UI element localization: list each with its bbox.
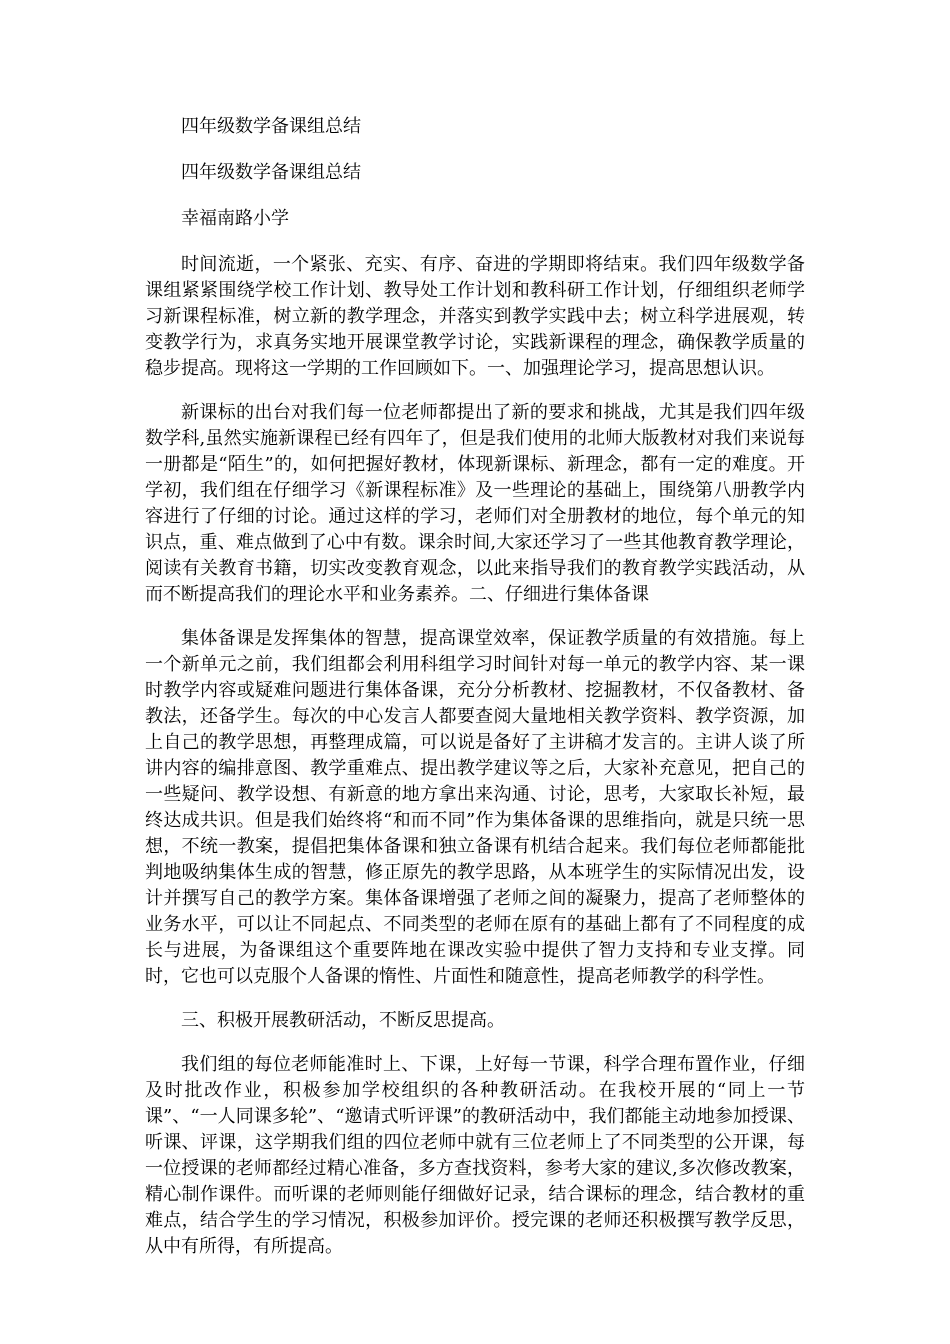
document-subtitle: 四年级数学备课组总结 bbox=[181, 162, 361, 183]
section-heading-research: 三、积极开展教研活动，不断反思提高。 bbox=[181, 1010, 505, 1031]
paragraph-intro: 时间流逝，一个紧张、充实、有序、奋进的学期即将结束。我们四年级数学备课组紧紧围绕学校工作计划、教导处工作计划和教科研工作计划，仔细组织老师学习新课程标准，树立新的教学理念，并落实到教学实践中去；树立科学进展观，转变教学行为，求真务实地开展课堂教学讨论，实践新课程的理念，确保教学质量的稳步提高。现将这一学期的工作回顾如下。一、加强理论学习，提高思想认识。 bbox=[145, 254, 805, 379]
paragraph-theory-study: 新课标的出台对我们每一位老师都提出了新的要求和挑战，尤其是我们四年级数学科,虽然实施新课程已经有四年了，但是我们使用的北师大版教材对我们来说每一册都是“陌生”的，如何把握好教材，体现新课标、新理念，都有一定的难度。开学初，我们组在仔细学习《新课程标准》及一些理论的基础上，围绕第八册教学内容进行了仔细的讨论。通过这样的学习，老师们对全册教材的地位，每个单元的知识点，重、难点做到了心中有数。课余时间,大家还学习了一些其他教育教学理论，阅读有关教育书籍，切实改变教育观念，以此来指导我们的教育教学实践活动，从而不断提高我们的理论水平和业务素养。二、仔细进行集体备课 bbox=[145, 402, 805, 605]
paragraph-research-activities: 我们组的每位老师能准时上、下课，上好每一节课，科学合理布置作业，仔细及时批改作业，积极参加学校组织的各种教研活动。在我校开展的“同上一节课”、“一人同课多轮”、“邀请式听评课”的教研活动中，我们都能主动地参加授课、听课、评课，这学期我们组的四位老师中就有三位老师上了不同类型的公开课，每一位授课的老师都经过精心准备，多方查找资料，参考大家的建议,多次修改教案，精心制作课件。而听课的老师则能仔细做好记录，结合课标的理念，结合教材的重难点，结合学生的学习情况，积极参加评价。授完课的老师还积极撰写教学反思，从中有所得，有所提高。 bbox=[145, 1054, 805, 1257]
paragraph-collective-preparation: 集体备课是发挥集体的智慧，提高课堂效率，保证教学质量的有效措施。每上一个新单元之前，我们组都会利用科组学习时间针对每一单元的教学内容、某一课时教学内容或疑难问题进行集体备课，充分分析教材、挖掘教材，不仅备教材、备教法，还备学生。每次的中心发言人都要查阅大量地相关教学资料、教学资源，加上自己的教学思想，再整理成篇，可以说是备好了主讲稿才发言的。主讲人谈了所讲内容的编排意图、教学重难点、提出教学建议等之后，大家补充意见，把自己的一些疑问、教学设想、有新意的地方拿出来沟通、讨论，思考，大家取长补短，最终达成共识。但是我们始终将“和而不同”作为集体备课的思维指向，就是只统一思想，不统一教案，提倡把集体备课和独立备课有机结合起来。我们每位老师都能批判地吸纳集体生成的智慧，修正原先的教学思路，从本班学生的实际情况出发，设计并撰写自己的教学方案。集体备课增强了老师之间的凝聚力，提高了老师整体的业务水平，可以让不同起点、不同类型的老师在原有的基础上都有了不同程度的成长与进展，为备课组这个重要阵地在课改实验中提供了智力支持和专业支撑。同时，它也可以克服个人备课的惰性、片面性和随意性，提高老师教学的科学性。 bbox=[145, 628, 805, 987]
document-title: 四年级数学备课组总结 bbox=[181, 116, 361, 137]
document-body bbox=[145, 114, 805, 1278]
school-name: 幸福南路小学 bbox=[181, 208, 289, 229]
